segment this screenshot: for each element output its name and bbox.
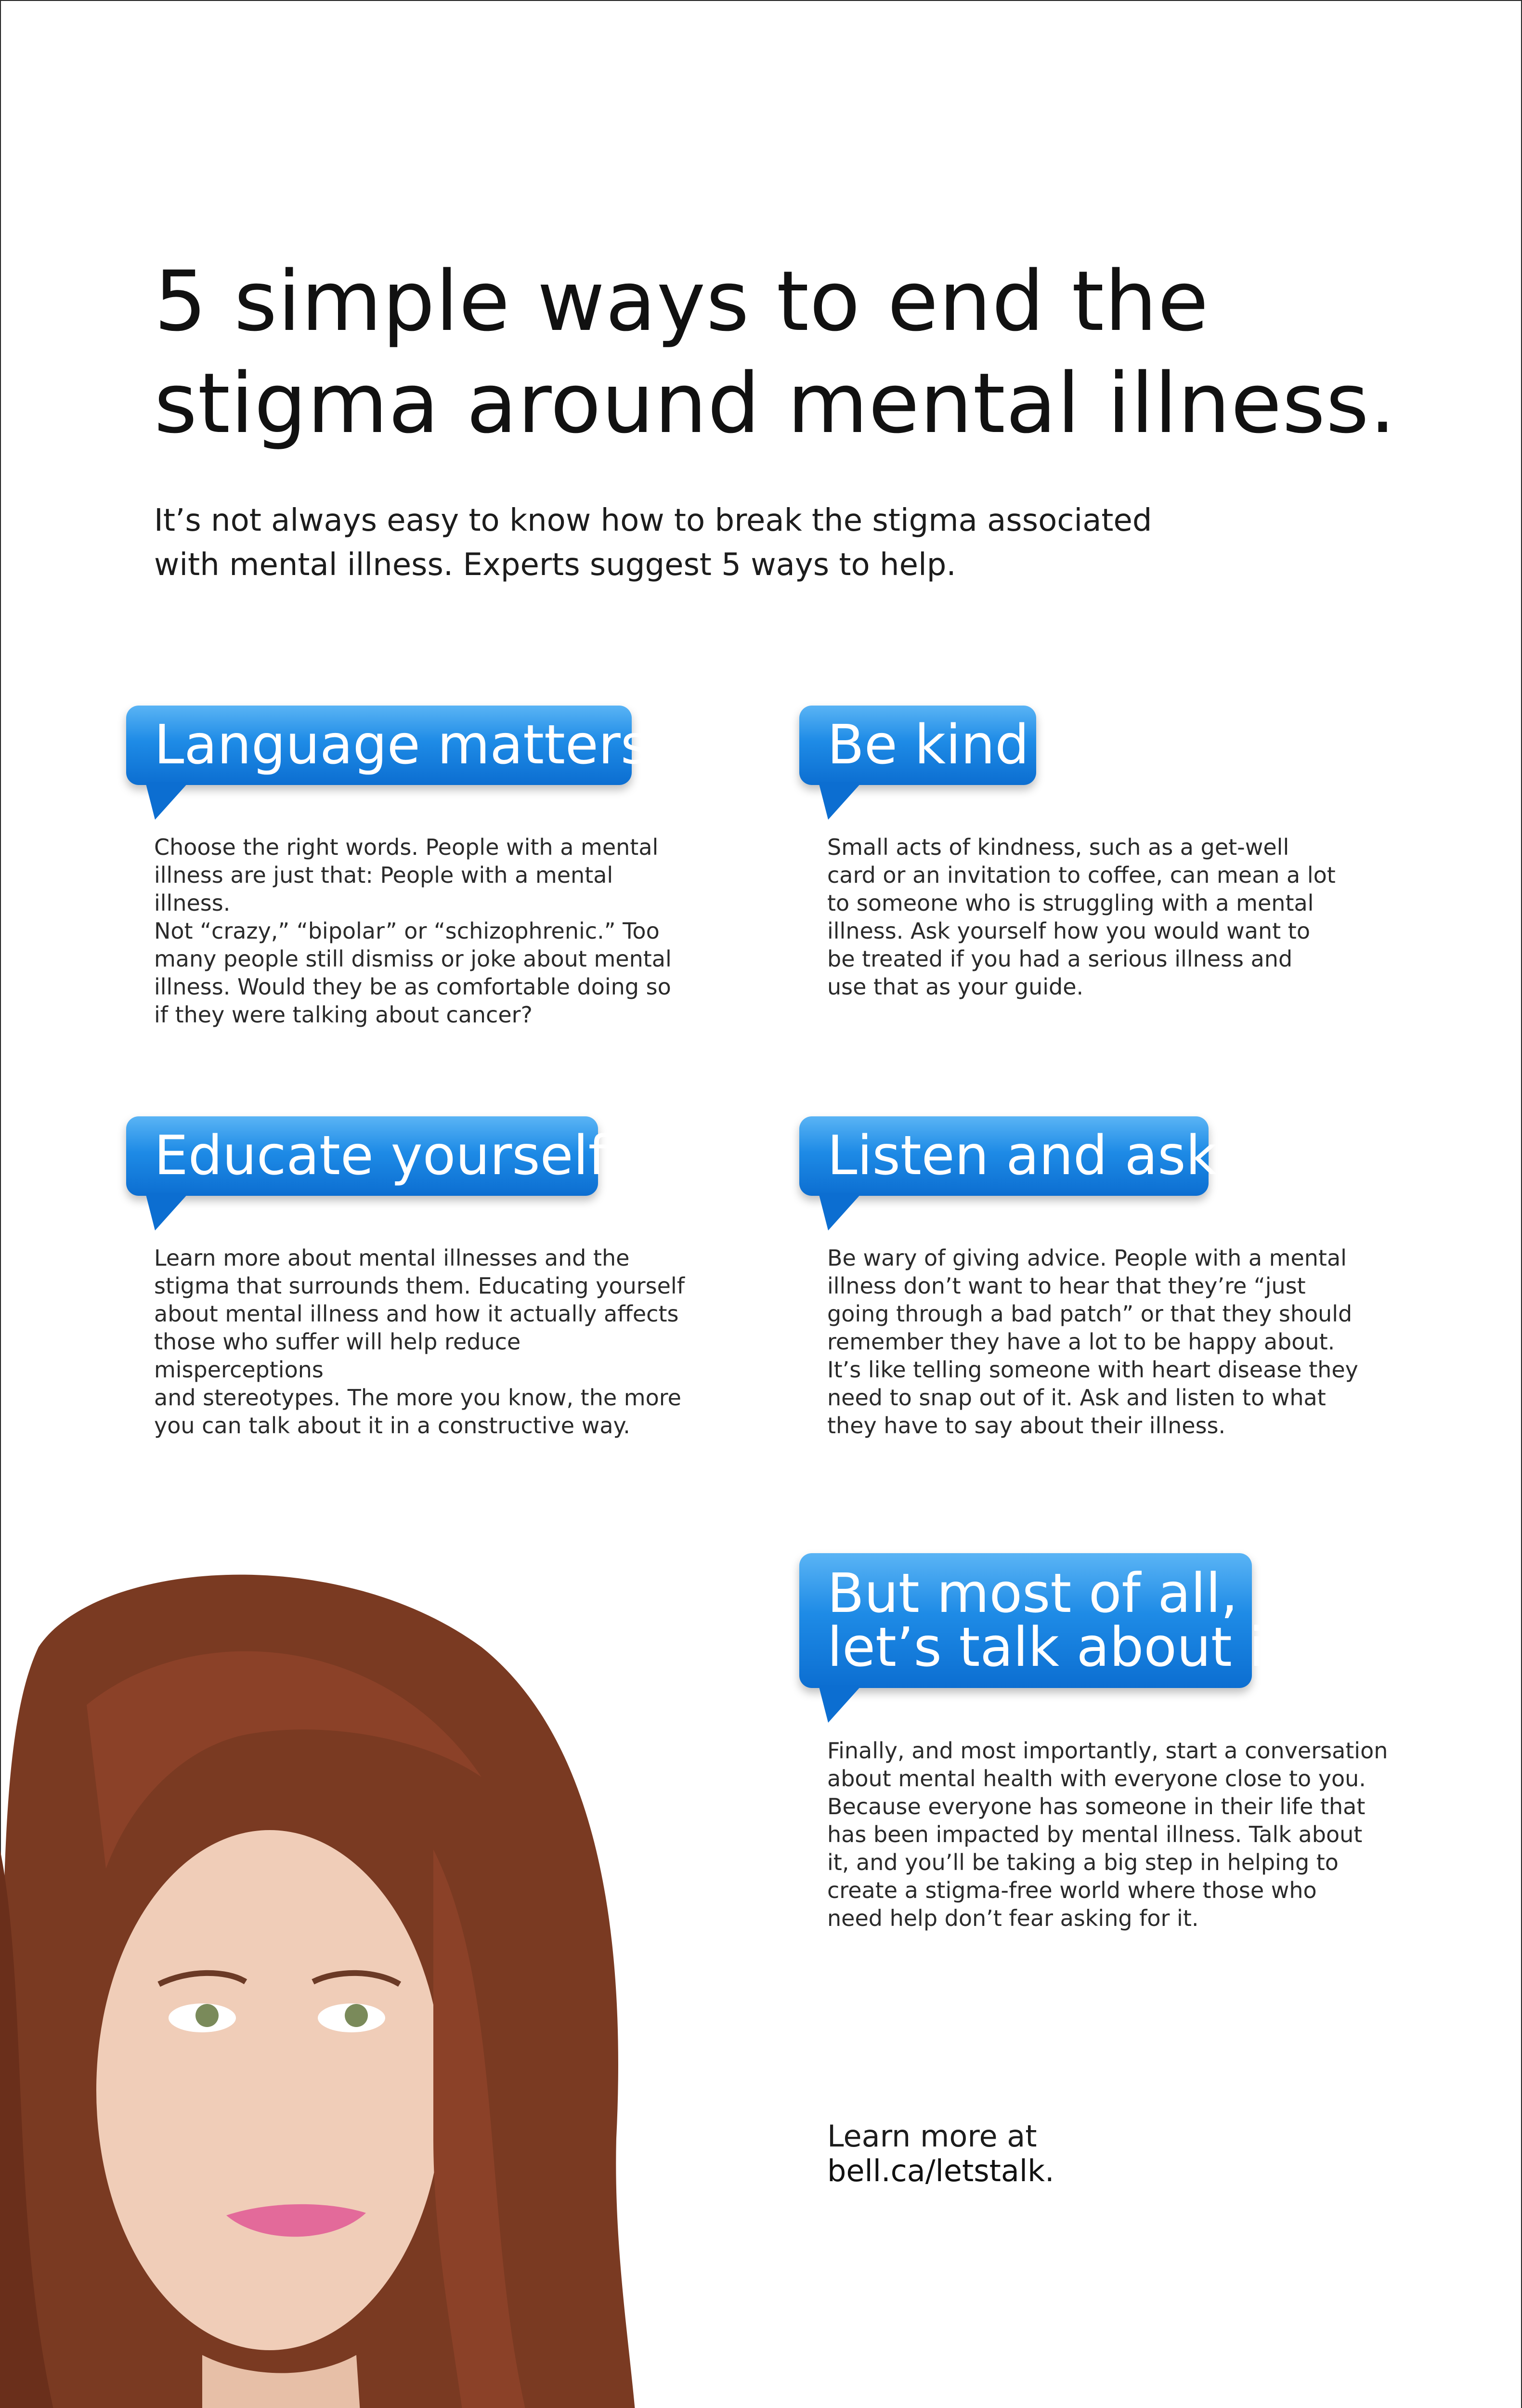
page-title (154, 250, 1454, 455)
tip-heading-label: Language matters (154, 714, 649, 776)
tip-body-line: Finally, and most importantly, start a conversation (827, 1738, 1388, 1764)
tip-body-line: illness don’t want to hear that they’re “just (827, 1273, 1306, 1299)
intro-line-2: with mental illness. Experts suggest 5 ways to help. (154, 547, 956, 583)
tip-body-educate-yourself (154, 1244, 689, 1440)
tip-body-line: those who suffer will help reduce misperceptions (154, 1329, 521, 1383)
tip-body-line: to someone who is struggling with a mental (827, 890, 1314, 916)
tip-body-line: Because everyone has someone in their life that (827, 1793, 1366, 1819)
tip-body-line: many people still dismiss or joke about mental (154, 946, 672, 972)
tip-body-line: need to snap out of it. Ask and listen to what (827, 1385, 1326, 1411)
tip-body-line: use that as your guide. (827, 974, 1084, 1000)
tip-heading-label-line-1: But most of all, (827, 1562, 1238, 1625)
intro-text (154, 498, 1262, 587)
tip-heading-label-line-2: let’s talk about it (827, 1616, 1286, 1679)
speech-bubble-tail (819, 1193, 862, 1230)
tip-body-lets-talk-about-it (827, 1737, 1429, 1932)
tip-body-line: illness. Ask yourself how you would want to (827, 918, 1310, 944)
tip-body-line: it, and you’ll be taking a big step in helping to (827, 1849, 1339, 1875)
tip-heading-educate-yourself (126, 1116, 608, 1196)
tip-body-line: they have to say about their illness. (827, 1413, 1226, 1439)
tip-body-line: Be wary of giving advice. People with a mental (827, 1245, 1347, 1271)
tip-body-line: about mental illness and how it actually affects (154, 1301, 679, 1327)
tip-body-line: illness. Would they be as comfortable doing so (154, 974, 671, 1000)
tip-body-line: going through a bad patch” or that they should (827, 1301, 1353, 1327)
speech-bubble-tail (145, 782, 189, 820)
tip-heading-label: Be kind (827, 714, 1029, 776)
tip-body-be-kind (827, 833, 1362, 1001)
tip-body-line: if they were talking about cancer? (154, 1002, 533, 1028)
tip-body-language-matters (154, 833, 689, 1029)
learn-more-period: . (1045, 2153, 1054, 2188)
tip-heading-listen-and-ask (799, 1116, 1217, 1196)
tip-body-line: has been impacted by mental illness. Talk about (827, 1821, 1363, 1847)
tip-heading-be-kind (799, 706, 1036, 785)
intro-line-1: It’s not always easy to know how to break the stigma associated (154, 503, 1152, 538)
tip-body-line: Learn more about mental illnesses and the (154, 1245, 630, 1271)
tip-body-line: about mental health with everyone close to you. (827, 1766, 1366, 1792)
tip-body-line: remember they have a lot to be happy about. (827, 1329, 1335, 1355)
tip-body-line: Choose the right words. People with a mental (154, 834, 659, 860)
learn-more-label: Learn more at (827, 2119, 1037, 2154)
tip-body-line: illness are just that: People with a mental illness. (154, 862, 613, 916)
tip-heading-label: Listen and ask (827, 1125, 1217, 1187)
tip-heading-lets-talk-about-it (799, 1553, 1286, 1688)
tip-body-line: create a stigma-free world where those who (827, 1877, 1317, 1903)
tip-body-line: and stereotypes. The more you know, the more (154, 1385, 681, 1411)
woman-with-phone-photo (0, 1560, 867, 2408)
tip-heading-label: Educate yourself (154, 1125, 608, 1187)
speech-bubble-tail (145, 1193, 189, 1230)
tip-body-listen-and-ask (827, 1244, 1362, 1440)
tip-body-line: you can talk about it in a constructive way. (154, 1413, 630, 1439)
tip-body-line: stigma that surrounds them. Educating yourself (154, 1273, 685, 1299)
speech-bubble-tail (819, 782, 862, 820)
tip-body-line: It’s like telling someone with heart disease they (827, 1357, 1358, 1383)
tip-body-line: be treated if you had a serious illness and (827, 946, 1293, 972)
tip-body-line: need help don’t fear asking for it. (827, 1905, 1199, 1931)
tip-body-line: Small acts of kindness, such as a get-well (827, 834, 1289, 860)
title-line-2: stigma around mental illness. (154, 355, 1396, 452)
tip-body-line: card or an invitation to coffee, can mean a lot (827, 862, 1336, 888)
title-line-1: 5 simple ways to end the (154, 253, 1209, 350)
tip-heading-language-matters (126, 706, 649, 785)
tip-body-line: Not “crazy,” “bipolar” or “schizophrenic.” Too (154, 918, 660, 944)
learn-more-link[interactable]: bell.ca/letstalk (827, 2153, 1045, 2188)
